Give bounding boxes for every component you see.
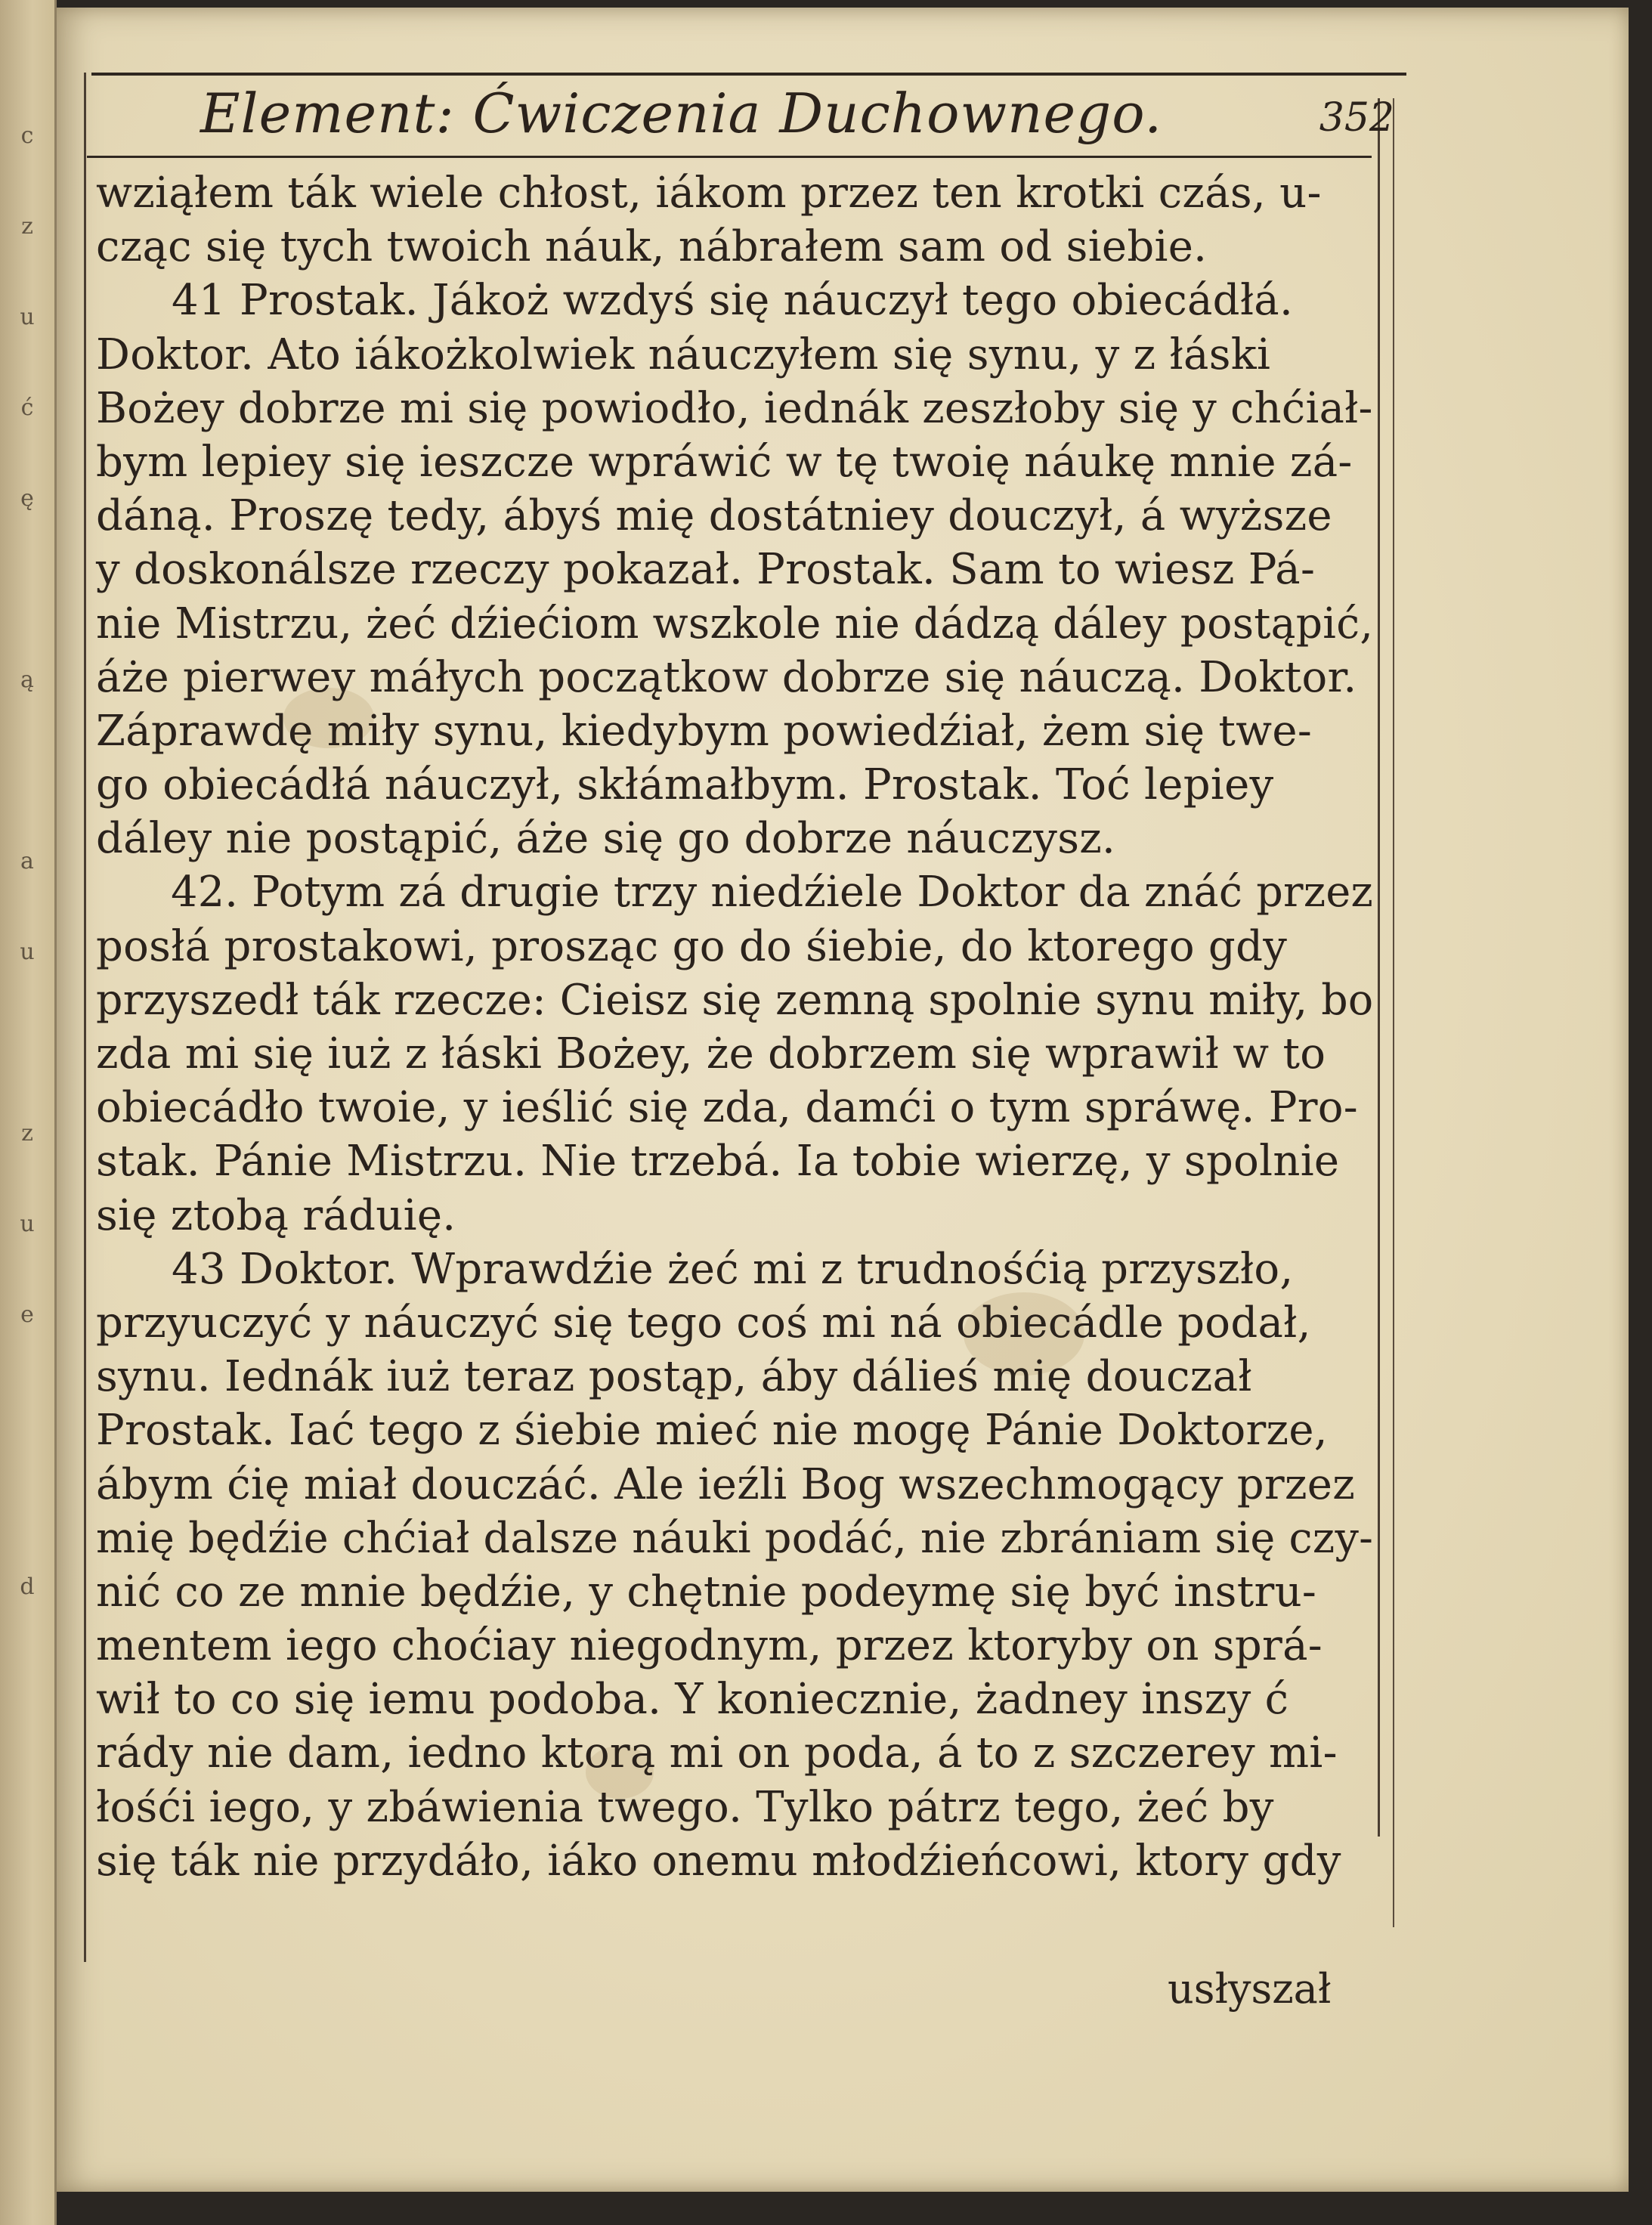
text-line: Doktor. Ato iákożkolwiek náuczyłem się synu, y z łáski	[96, 330, 1271, 379]
text-line: Prostak. Iać tego z śiebie mieć nie mogę Pánie Doktorze,	[96, 1406, 1328, 1456]
text-line: 43 Doktor. Wprawdźie żeć mi z trudnośćią przyszło,	[172, 1244, 1294, 1294]
text-line: dáley nie postąpić, áże się go dobrze náuczysz.	[96, 814, 1116, 864]
text-line: Záprawdę miły synu, kiedybym powiedźiał, żem się twe-	[96, 706, 1313, 756]
text-line: przyuczyć y náuczyć się tego coś mi ná obiecádle podał,	[96, 1298, 1311, 1348]
text-line: stak. Pánie Mistrzu. Nie trzebá. Ia tobie wierzę, y spolnie	[96, 1137, 1340, 1187]
margin-letter: c	[20, 122, 34, 149]
margin-letter: ę	[20, 485, 34, 512]
margin-letter: z	[21, 1120, 33, 1147]
header-rule-top	[91, 73, 1406, 76]
text-line: nie Mistrzu, żeć dźiećiom wszkole nie dádzą dáley postąpić,	[96, 599, 1374, 648]
margin-letter: u	[20, 1211, 35, 1237]
text-frame-left-rule	[84, 73, 86, 1962]
text-line: áże pierwey máłych początkow dobrze się náuczą. Doktor.	[96, 652, 1357, 702]
margin-letter	[5, 726, 50, 816]
text-line: rády nie dam, iedno ktorą mi on poda, á to z szczerey mi-	[96, 1728, 1338, 1778]
text-line: ábym ćię miał douczáć. Ale ieźli Bog wszechmogący przez	[96, 1459, 1356, 1509]
text-line: cząc się tych twoich náuk, nábrałem sam od siebie.	[96, 222, 1208, 272]
text-line: wił to co się iemu podoba. Y koniecznie, żadney inszy ć	[96, 1675, 1289, 1725]
text-line: bym lepiey się ieszcze wpráwić w tę twoię náukę mnie zá-	[96, 437, 1353, 487]
text-frame-right-outer-rule	[1393, 98, 1394, 1927]
margin-letter	[5, 1814, 50, 1905]
page-header	[200, 82, 1394, 157]
text-line: posłá prostakowi, prosząc go do śiebie, do ktorego gdy	[96, 921, 1288, 971]
margin-letter	[5, 1451, 50, 1542]
margin-letter: u	[20, 939, 35, 965]
margin-letter: e	[20, 1301, 34, 1328]
text-line: dáną. Proszę tedy, ábyś mię dostátniey douczył, á wyższe	[96, 491, 1332, 541]
margin-letter	[5, 998, 50, 1088]
text-line: mię będźie chćiał dalsze náuki podáć, nie zbrániam się czy-	[96, 1513, 1374, 1563]
text-line: obiecádło twoie, y ieślić się zda, damći o tym spráwę. Pro-	[96, 1083, 1358, 1133]
margin-letter	[5, 1632, 50, 1723]
margin-letter	[5, 544, 50, 635]
text-frame-right-rule	[1378, 98, 1380, 1837]
page-number: 352	[1319, 95, 1394, 141]
header-rule-bottom	[87, 156, 1372, 158]
margin-letter	[5, 1905, 50, 1995]
text-line: wziąłem ták wiele chłost, iákom przez ten krotki czás, u-	[96, 169, 1322, 218]
text-line: się ztobą ráduię.	[96, 1190, 456, 1240]
margin-letter: z	[21, 213, 33, 240]
margin-letter: ą	[20, 667, 34, 693]
margin-letter	[5, 1723, 50, 1814]
text-line: się ták nie przydáło, iáko onemu młodźieńcowi, ktory gdy	[96, 1836, 1341, 1886]
margin-letter: u	[20, 304, 35, 330]
margin-letter: a	[20, 848, 34, 874]
text-line: zda mi się iuż z łáski Bożey, że dobrzem się wprawił w to	[96, 1029, 1326, 1078]
text-line: Bożey dobrze mi się powiodło, iednák zeszłoby się y chćiał-	[96, 383, 1373, 433]
book-page	[57, 8, 1629, 2192]
text-line: y doskonálsze rzeczy pokazał. Prostak. Sam to wiesz Pá-	[96, 545, 1316, 595]
text-line: synu. Iednák iuż teraz postąp, áby dálieś mię douczał	[96, 1352, 1252, 1402]
text-line: mentem iego choćiay niegodnym, przez ktoryby on sprá-	[96, 1621, 1323, 1671]
margin-letter	[5, 1360, 50, 1451]
text-line: przyszedł ták rzecze: Cieisz się zemną spolnie synu miły, bo	[96, 975, 1374, 1025]
text-line: go obiecádłá náuczył, skłámałbym. Prostak. Toć lepiey	[96, 760, 1274, 810]
running-title: Element: Ćwiczenia Duchownego.	[200, 82, 1163, 145]
text-line: 41 Prostak. Jákoż wzdyś się náuczył tego obiecádłá.	[172, 276, 1294, 326]
text-line: łośći iego, y zbáwienia twego. Tylko pátrz tego, żeć by	[96, 1782, 1274, 1832]
margin-letter: d	[20, 1574, 35, 1600]
catchword: usłyszał	[1168, 1965, 1332, 2013]
margin-letter: ć	[20, 395, 34, 421]
body-text	[96, 166, 1373, 1888]
adjacent-page-edge	[0, 0, 57, 2225]
text-line: nić co ze mnie będźie, y chętnie podeymę się być instru-	[96, 1567, 1317, 1617]
text-line: 42. Potym zá drugie trzy niedźiele Doktor da znáć przez	[171, 868, 1374, 918]
adjacent-page-margin-letters	[5, 91, 50, 2131]
